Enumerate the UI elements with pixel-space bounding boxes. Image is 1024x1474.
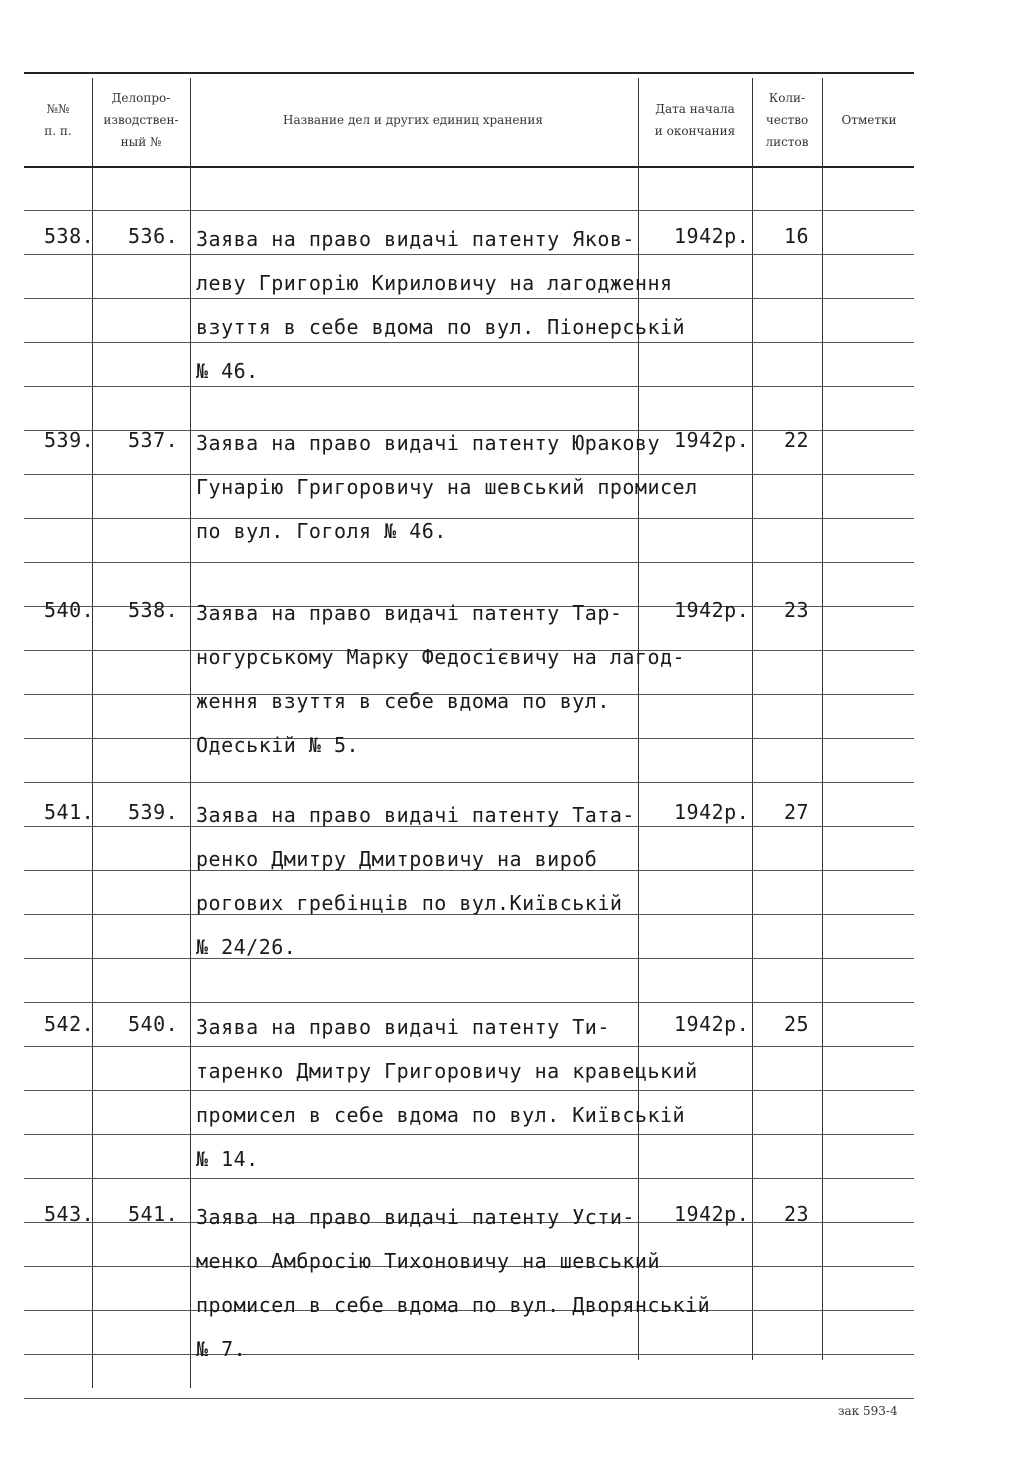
entry-delo: 538. xyxy=(128,598,179,622)
entry-delo: 540. xyxy=(128,1012,179,1036)
ledger-rule-line xyxy=(24,562,914,563)
ledger-rule-line xyxy=(24,1398,914,1399)
entry-title-line: Гунарію Григоровичу на шевський промисел xyxy=(196,475,698,499)
entry-count: 27 xyxy=(784,800,810,824)
entry-count: 23 xyxy=(784,598,810,622)
entry-count: 22 xyxy=(784,428,810,452)
entry-title-line: таренко Дмитру Григоровичу на кравецький xyxy=(196,1059,698,1083)
entry-delo: 541. xyxy=(128,1202,179,1226)
entry-title-line: по вул. Гоголя № 46. xyxy=(196,519,447,543)
entry-delo: 536. xyxy=(128,224,179,248)
entry-title-line: промисел в себе вдома по вул. Дворянській xyxy=(196,1293,711,1317)
header-col-notes: Отметки xyxy=(841,113,897,127)
entry-title-line: ження взуття в себе вдома по вул. xyxy=(196,689,610,713)
entry-number: 539. xyxy=(44,428,95,452)
entry-title-line: промисел в себе вдома по вул. Київській xyxy=(196,1103,686,1127)
entry-title-line: Заява на право видачі патенту Ти- xyxy=(196,1015,610,1039)
entry-title-line: № 24/26. xyxy=(196,935,297,959)
header-top-rule xyxy=(24,72,914,74)
entry-title-line: менко Амбросію Тихоновичу на шевський xyxy=(196,1249,661,1273)
entry-title-line: Заява на право видачі патенту Усти- xyxy=(196,1205,635,1229)
ledger-rule-line xyxy=(24,782,914,783)
entry-number: 543. xyxy=(44,1202,95,1226)
entry-date: 1942р. xyxy=(674,224,750,248)
entry-title-line: взуття в себе вдома по вул. Піонерській xyxy=(196,315,686,339)
entry-title xyxy=(196,1202,736,1378)
order-code: зак 593-4 xyxy=(838,1404,898,1418)
entry-title xyxy=(196,800,736,976)
header-col-count: Коли- чество листов xyxy=(765,91,809,149)
entry-title xyxy=(196,428,736,560)
entry-title-line: рогових гребінців по вул.Київській xyxy=(196,891,623,915)
header-col-date: Дата начала и окончания xyxy=(654,102,736,138)
entry-date: 1942р. xyxy=(674,598,750,622)
entry-count: 23 xyxy=(784,1202,810,1226)
ledger-rule-line xyxy=(24,210,914,211)
entry-title xyxy=(196,224,736,400)
entry-number: 541. xyxy=(44,800,95,824)
entry-title-line: Заява на право видачі патенту Тата- xyxy=(196,803,635,827)
entry-date: 1942р. xyxy=(674,428,750,452)
entry-count: 16 xyxy=(784,224,810,248)
entry-title-line: Заява на право видачі патенту Яков- xyxy=(196,227,635,251)
entry-number: 538. xyxy=(44,224,95,248)
entry-delo: 537. xyxy=(128,428,179,452)
header-col-name: Название дел и других единиц хранения xyxy=(282,113,543,127)
entry-title-line: № 7. xyxy=(196,1337,247,1361)
entry-date: 1942р. xyxy=(674,1202,750,1226)
entry-title-line: леву Григорію Кириловичу на лагодження xyxy=(196,271,673,295)
entry-title xyxy=(196,1012,736,1188)
entry-title-line: Заява на право видачі патенту Тар- xyxy=(196,601,623,625)
entry-date: 1942р. xyxy=(674,1012,750,1036)
entry-title xyxy=(196,598,736,774)
entry-title-line: № 46. xyxy=(196,359,259,383)
entry-delo: 539. xyxy=(128,800,179,824)
entry-title-line: ренко Дмитру Дмитровичу на вироб xyxy=(196,847,598,871)
entry-title-line: ногурському Марку Федосієвичу на лагод- xyxy=(196,645,686,669)
entry-title-line: Заява на право видачі патенту Юракову xyxy=(196,431,661,455)
entry-title-line: Одеській № 5. xyxy=(196,733,360,757)
entry-count: 25 xyxy=(784,1012,810,1036)
entry-title-line: № 14. xyxy=(196,1147,259,1171)
entry-date: 1942р. xyxy=(674,800,750,824)
entry-number: 542. xyxy=(44,1012,95,1036)
entry-number: 540. xyxy=(44,598,95,622)
ledger-rule-line xyxy=(24,1002,914,1003)
header-col-number: №№ п. п. xyxy=(44,102,72,138)
header-col-delo: Делопро- изводствен- ный № xyxy=(103,91,179,149)
